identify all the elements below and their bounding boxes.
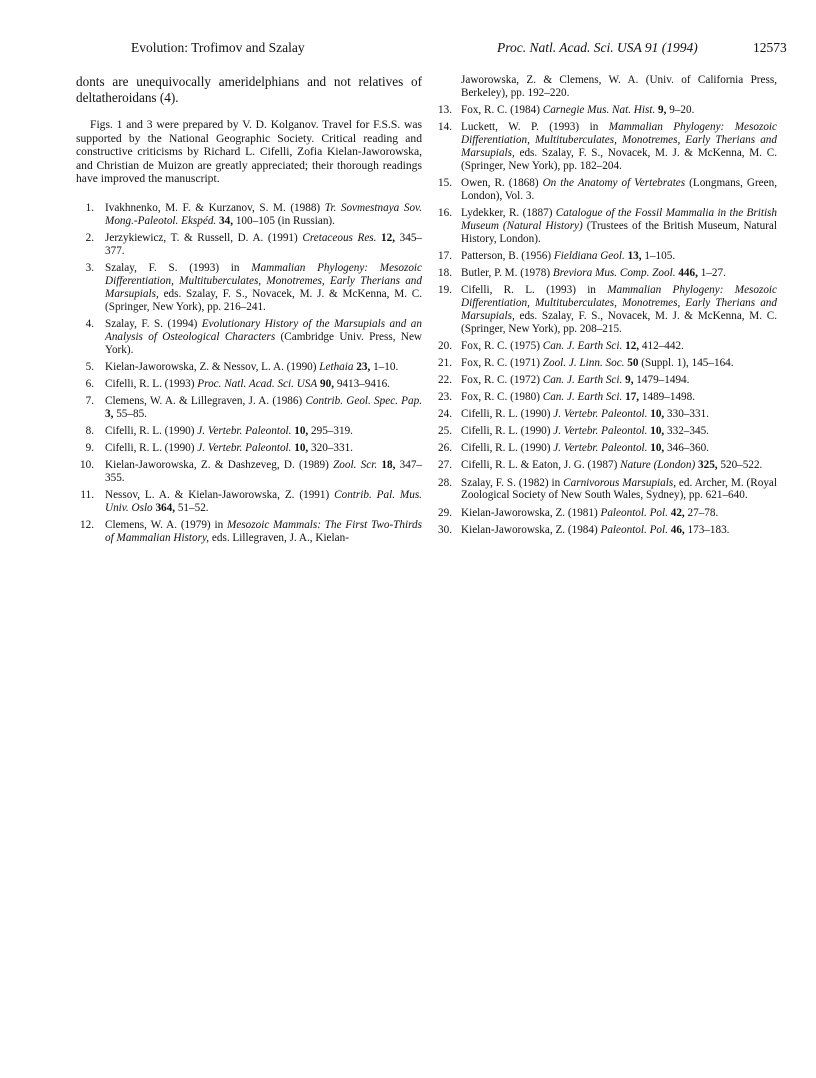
reference-volume: 10, xyxy=(650,425,665,438)
reference-number: 29. xyxy=(438,506,452,519)
reference-number: 8. xyxy=(85,424,94,437)
reference-continued-text: Jaworowska, Z. & Clemens, W. A. (Univ. of California Press, Berkeley), pp. 192–220. xyxy=(461,74,777,99)
reference-item xyxy=(432,207,777,246)
reference-pages: eds. Lillegraven, J. A., Kielan- xyxy=(209,531,349,544)
reference-authors: Fox, R. C. (1984) xyxy=(461,104,543,116)
reference-authors: Ivakhnenko, M. F. & Kurzanov, S. M. (1988) xyxy=(105,201,325,214)
reference-source: Fieldiana Geol. xyxy=(553,249,625,262)
reference-source: Mammalian Phylogeny: Mesozoic Differentiation, Multituberculates, Monotremes, Early Therians and Marsupials, xyxy=(105,261,423,300)
left-column xyxy=(76,74,422,549)
reference-item xyxy=(432,442,777,455)
reference-authors: Clemens, W. A. (1979) in xyxy=(105,519,228,532)
reference-volume: 9, xyxy=(658,104,667,116)
reference-item xyxy=(432,391,777,404)
reference-source: Proc. Natl. Acad. Sci. USA xyxy=(197,377,318,390)
reference-number: 23. xyxy=(438,391,452,404)
reference-source: Can. J. Earth Sci. xyxy=(542,391,623,404)
reference-authors: Cifelli, R. L. (1990) xyxy=(461,442,554,455)
reference-item xyxy=(76,202,422,228)
reference-pages: ed. Archer, M. (Royal Zoological Society of New South Wales, Sydney), pp. 621–640. xyxy=(461,476,778,502)
reference-number: 1. xyxy=(85,201,94,214)
acknowledgment-paragraph: Figs. 1 and 3 were prepared by V. D. Kolganov. Travel for F.S.S. was supported by the National Geographic Society. Critical reading and constructive criticisms by Richard L. Cifelli, Zofia Kielan-Jaworowska, and Christian de Muizon are greatly appreciated; their thorough readings have improved the manuscript. xyxy=(76,118,422,186)
reference-number: 2. xyxy=(85,231,94,244)
reference-number: 19. xyxy=(438,284,452,296)
reference-authors: Cifelli, R. L. (1993) xyxy=(105,377,198,390)
reference-list-right xyxy=(432,104,777,537)
reference-source: J. Vertebr. Paleontol. xyxy=(197,441,292,454)
reference-pages: 1–105. xyxy=(641,249,676,262)
reference-source: Catalogue of the Fossil Mammalia in the British Museum (Natural History) xyxy=(461,206,778,232)
reference-authors: Kielan-Jaworowska, Z. & Nessov, L. A. (1990) xyxy=(105,360,320,373)
reference-source: Nature (London) xyxy=(620,459,696,472)
reference-volume: 12, xyxy=(381,231,396,244)
reference-number: 17. xyxy=(438,249,452,262)
reference-authors: Fox, R. C. (1980) xyxy=(461,391,543,404)
reference-item xyxy=(432,121,777,173)
reference-source: Breviora Mus. Comp. Zool. xyxy=(552,266,676,279)
reference-authors: Nessov, L. A. & Kielan-Jaworowska, Z. (1991) xyxy=(105,489,335,502)
reference-item xyxy=(76,361,422,374)
reference-authors: Kielan-Jaworowska, Z. (1981) xyxy=(461,506,601,519)
reference-authors: Lydekker, R. (1887) xyxy=(461,206,556,219)
reference-item xyxy=(432,104,777,117)
reference-source: J. Vertebr. Paleontol. xyxy=(553,425,648,438)
reference-authors: Fox, R. C. (1972) xyxy=(461,374,543,386)
reference-pages: (Trustees of the British Museum, Natural History, London). xyxy=(461,219,778,245)
reference-volume: 10, xyxy=(294,441,309,454)
reference-item xyxy=(76,395,422,421)
reference-volume: 46, xyxy=(670,523,685,536)
reference-number: 11. xyxy=(80,489,94,502)
reference-number: 24. xyxy=(438,408,452,421)
reference-source: Contrib. Pal. Mus. Univ. Oslo xyxy=(105,489,422,514)
reference-number: 20. xyxy=(438,339,452,352)
reference-continuation xyxy=(432,74,777,100)
reference-volume: 446, xyxy=(678,266,698,279)
reference-source: J. Vertebr. Paleontol. xyxy=(553,442,648,455)
running-header xyxy=(0,40,816,62)
reference-number: 13. xyxy=(438,104,452,116)
reference-source: J. Vertebr. Paleontol. xyxy=(197,424,292,437)
reference-authors: Cifelli, R. L. (1990) xyxy=(105,441,198,454)
reference-item xyxy=(76,318,422,357)
reference-pages: 412–442. xyxy=(639,339,684,352)
reference-item xyxy=(76,519,422,545)
reference-pages: (Suppl. 1), 145–164. xyxy=(638,356,734,369)
reference-number: 5. xyxy=(85,360,94,373)
reference-volume: 12, xyxy=(625,339,640,352)
reference-authors: Patterson, B. (1956) xyxy=(461,249,554,262)
reference-number: 15. xyxy=(438,176,452,189)
reference-number: 21. xyxy=(438,356,452,369)
reference-authors: Luckett, W. P. (1993) in xyxy=(461,121,609,134)
reference-source: Tr. Sovmestnaya Sov. Mong.-Paleotol. Ekspéd. xyxy=(105,201,422,227)
reference-number: 16. xyxy=(438,206,452,219)
reference-source: Evolutionary History of the Marsupials and an Analysis of Osteological Characters xyxy=(105,317,422,343)
reference-source: On the Anatomy of Vertebrates xyxy=(542,176,686,189)
reference-pages: 173–183. xyxy=(684,523,730,536)
reference-item xyxy=(432,524,777,537)
reference-authors: Cifelli, R. L. (1993) in xyxy=(461,284,608,296)
reference-source: Paleontol. Pol. xyxy=(600,506,668,519)
page-number: 12573 xyxy=(753,40,787,55)
reference-volume: 18, xyxy=(381,459,396,472)
reference-list-left xyxy=(76,202,422,545)
reference-item xyxy=(76,378,422,391)
reference-volume: 10, xyxy=(650,408,665,421)
reference-item xyxy=(432,477,777,503)
reference-source: J. Vertebr. Paleontol. xyxy=(553,408,648,421)
header-title: Evolution: Trofimov and Szalay xyxy=(131,40,305,55)
reference-item xyxy=(432,284,777,336)
reference-authors: Kielan-Jaworowska, Z. & Dashzeveg, D. (1989) xyxy=(105,459,334,472)
reference-item xyxy=(76,232,422,258)
reference-pages: 51–52. xyxy=(175,501,209,514)
reference-item xyxy=(76,262,422,314)
intro-paragraph: donts are unequivocally ameridelphians and not relatives of deltatheroidans (4). xyxy=(76,74,422,105)
reference-authors: Fox, R. C. (1971) xyxy=(461,356,543,369)
reference-item xyxy=(432,250,777,263)
reference-number: 14. xyxy=(438,121,452,134)
reference-pages: (Longmans, Green, London), Vol. 3. xyxy=(461,176,778,202)
reference-source: Can. J. Earth Sci. xyxy=(542,339,623,352)
reference-authors: Szalay, F. S. (1994) xyxy=(105,317,202,330)
reference-item xyxy=(76,442,422,455)
reference-item xyxy=(76,459,422,485)
reference-number: 4. xyxy=(85,317,94,330)
reference-pages: 55–85. xyxy=(113,407,147,420)
reference-volume: 9, xyxy=(625,374,634,386)
reference-pages: 9–20. xyxy=(666,104,695,116)
reference-pages: 345–377. xyxy=(105,231,422,257)
reference-number: 6. xyxy=(85,377,94,390)
reference-pages: eds. Szalay, F. S., Novacek, M. J. & McKenna, M. C. (Springer, New York), pp. 208–215. xyxy=(461,309,777,335)
reference-volume: 23, xyxy=(356,360,371,373)
reference-authors: Cifelli, R. L. (1990) xyxy=(461,408,554,421)
reference-pages: 1–10. xyxy=(370,360,399,373)
reference-volume: 42, xyxy=(670,506,685,519)
reference-authors: Cifelli, R. L. (1990) xyxy=(105,424,198,437)
reference-number: 18. xyxy=(438,266,452,279)
reference-number: 28. xyxy=(438,476,452,489)
reference-source: Mammalian Phylogeny: Mesozoic Differentiation, Multituberculates, Monotremes, Early Therians and Marsupials, xyxy=(461,121,777,159)
reference-authors: Cifelli, R. L. (1990) xyxy=(461,425,554,438)
reference-item xyxy=(432,177,777,203)
reference-pages: 320–331. xyxy=(308,441,353,454)
reference-pages: 520–522. xyxy=(717,459,763,472)
reference-source: Paleontol. Pol. xyxy=(600,523,668,536)
reference-source: Contrib. Geol. Spec. Pap. xyxy=(305,394,422,407)
reference-number: 27. xyxy=(438,459,452,472)
reference-pages: 1–27. xyxy=(697,266,726,279)
reference-volume: 34, xyxy=(219,214,234,227)
reference-pages: 1489–1498. xyxy=(639,391,696,404)
header-journal xyxy=(497,40,787,56)
reference-item xyxy=(432,340,777,353)
journal-citation: Proc. Natl. Acad. Sci. USA 91 (1994) xyxy=(497,40,698,55)
reference-pages: 295–319. xyxy=(308,424,353,437)
reference-pages: 9413–9416. xyxy=(334,377,390,390)
reference-authors: Szalay, F. S. (1982) in xyxy=(461,476,564,489)
right-column xyxy=(432,74,777,541)
reference-number: 7. xyxy=(85,394,94,407)
reference-pages: 347–355. xyxy=(105,459,423,484)
reference-authors: Butler, P. M. (1978) xyxy=(461,266,553,279)
reference-volume: 325, xyxy=(698,459,718,472)
reference-pages: 1479–1494. xyxy=(633,374,690,386)
reference-item xyxy=(432,459,777,472)
reference-number: 30. xyxy=(438,523,452,536)
reference-pages: 346–360. xyxy=(664,442,709,455)
reference-authors: Kielan-Jaworowska, Z. (1984) xyxy=(461,523,601,536)
reference-number: 12. xyxy=(80,519,94,532)
reference-item xyxy=(76,425,422,438)
reference-item xyxy=(432,374,777,387)
reference-volume: 17, xyxy=(625,391,640,404)
reference-pages: 330–331. xyxy=(664,408,709,421)
reference-number: 22. xyxy=(438,374,452,386)
reference-source: Cretaceous Res. xyxy=(302,231,377,244)
reference-pages: 100–105 (in Russian). xyxy=(233,214,335,227)
reference-volume: 10, xyxy=(294,424,309,437)
reference-volume: 3, xyxy=(105,407,114,420)
reference-pages: (Cambridge Univ. Press, New York). xyxy=(105,330,423,356)
reference-number: 10. xyxy=(80,459,94,472)
reference-source: Can. J. Earth Sci. xyxy=(542,374,623,386)
reference-volume: 90, xyxy=(320,377,335,390)
reference-authors: Fox, R. C. (1975) xyxy=(461,339,543,352)
reference-item-continued xyxy=(432,74,777,100)
reference-volume: 50 xyxy=(627,356,639,369)
reference-item xyxy=(432,267,777,280)
reference-authors: Owen, R. (1868) xyxy=(461,176,543,189)
reference-number: 9. xyxy=(85,441,94,454)
reference-source: Mammalian Phylogeny: Mesozoic Differentiation, Multituberculates, Monotremes, Early Therians and Marsupials, xyxy=(461,284,777,322)
reference-pages: eds. Szalay, F. S., Novacek, M. J. & McKenna, M. C. (Springer, New York), pp. 182–204. xyxy=(461,146,777,172)
reference-item xyxy=(432,408,777,421)
reference-volume: 13, xyxy=(627,249,642,262)
reference-source: Zool. Scr. xyxy=(333,459,378,472)
reference-number: 3. xyxy=(85,261,94,274)
reference-pages: 332–345. xyxy=(664,425,709,438)
reference-source: Mesozoic Mammals: The First Two-Thirds of Mammalian History, xyxy=(105,519,422,544)
reference-item xyxy=(432,357,777,370)
reference-number: 26. xyxy=(438,442,452,455)
reference-authors: Clemens, W. A. & Lillegraven, J. A. (1986) xyxy=(105,394,306,407)
reference-number: 25. xyxy=(438,425,452,438)
reference-item xyxy=(76,489,422,515)
reference-authors: Cifelli, R. L. & Eaton, J. G. (1987) xyxy=(461,459,621,472)
reference-pages: eds. Szalay, F. S., Novacek, M. J. & McKenna, M. C. (Springer, New York), pp. 216–241. xyxy=(105,287,422,313)
reference-pages: 27–78. xyxy=(684,506,719,519)
reference-authors: Jerzykiewicz, T. & Russell, D. A. (1991) xyxy=(105,231,303,244)
reference-item xyxy=(432,507,777,520)
reference-source: Carnegie Mus. Nat. Hist. xyxy=(542,104,656,116)
reference-source: Carnivorous Marsupials, xyxy=(563,476,676,489)
reference-volume: 364, xyxy=(155,501,176,514)
reference-volume: 10, xyxy=(650,442,665,455)
reference-item xyxy=(432,425,777,438)
reference-source: Zool. J. Linn. Soc. xyxy=(542,356,625,369)
reference-authors: Szalay, F. S. (1993) in xyxy=(105,261,252,274)
reference-source: Lethaia xyxy=(319,360,354,373)
